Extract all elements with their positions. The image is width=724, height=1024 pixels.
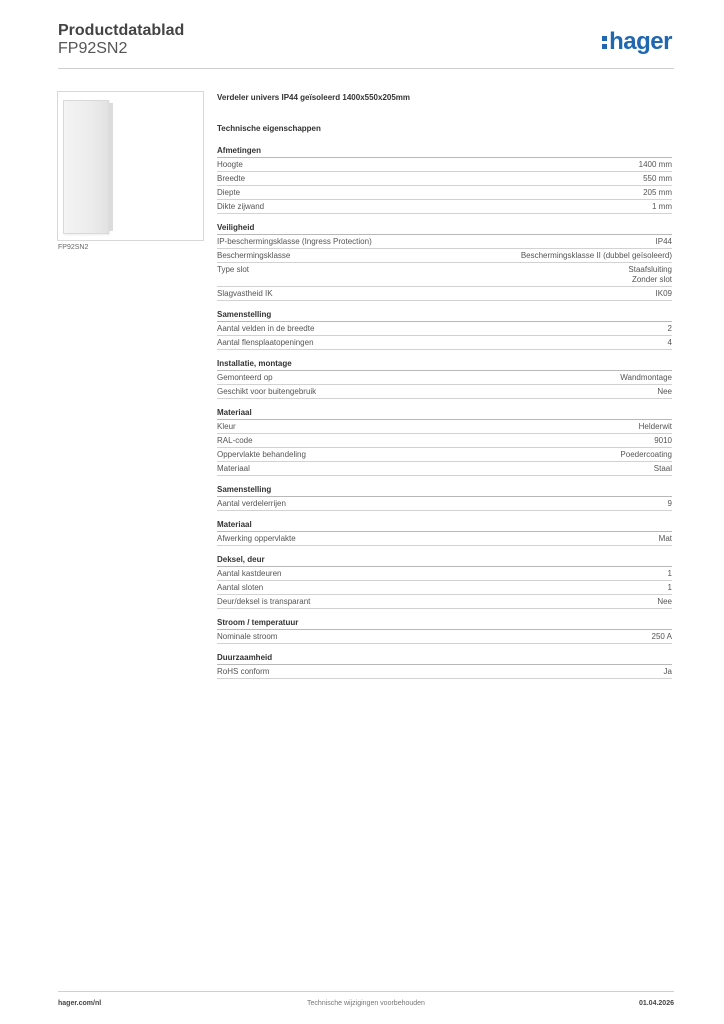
spec-label: Type slot (217, 265, 250, 274)
spec-group-title: Materiaal (217, 408, 672, 420)
spec-value (521, 251, 672, 261)
spec-label: Diepte (217, 188, 241, 197)
spec-value (639, 160, 672, 170)
spec-row (217, 581, 672, 595)
spec-group (217, 520, 672, 546)
spec-value (643, 174, 672, 184)
spec-value (620, 450, 672, 460)
spec-label: IP-beschermingsklasse (Ingress Protection) (217, 237, 372, 246)
spec-group-title: Stroom / temperatuur (217, 618, 672, 630)
spec-label: Geschikt voor buitengebruik (217, 387, 317, 396)
spec-label: Aantal verdelerrijen (217, 499, 286, 508)
spec-value-line: 205 mm (643, 188, 672, 197)
spec-label: Deur/deksel is transparant (217, 597, 311, 606)
spec-label: Gemonteerd op (217, 373, 273, 382)
spec-value-line: IK09 (655, 289, 672, 298)
spec-group (217, 359, 672, 399)
spec-label: Aantal velden in de breedte (217, 324, 315, 333)
spec-value-line: Helderwit (638, 422, 672, 431)
spec-value-line: 550 mm (643, 174, 672, 183)
spec-row (217, 371, 672, 385)
spec-value (639, 422, 672, 432)
spec-value-line: Staafsluiting (628, 265, 672, 274)
spec-label: RAL-code (217, 436, 253, 445)
spec-row (217, 287, 672, 301)
spec-group (217, 146, 672, 214)
spec-value-line: 1 (667, 583, 672, 592)
spec-value-line: 1 mm (652, 202, 672, 211)
spec-label: Breedte (217, 174, 246, 183)
spec-value (620, 373, 672, 383)
spec-row (217, 434, 672, 448)
page-header (58, 20, 674, 69)
spec-value (668, 583, 672, 593)
spec-value-line: Poedercoating (620, 450, 672, 459)
spec-row (217, 448, 672, 462)
spec-group-title: Afmetingen (217, 146, 672, 158)
spec-row (217, 665, 672, 679)
spec-label: Slagvastheid IK (217, 289, 273, 298)
product-image (57, 91, 204, 241)
spec-value (668, 324, 672, 334)
product-description: Verdeler univers IP44 geïsoleerd 1400x550x205mm (217, 93, 411, 102)
specs-content (217, 93, 672, 688)
spec-group-title: Samenstelling (217, 485, 672, 497)
spec-value (657, 387, 672, 397)
spec-row (217, 235, 672, 249)
spec-value-line: IP44 (655, 237, 672, 246)
spec-row (217, 322, 672, 336)
image-caption: FP92SN2 (58, 244, 89, 251)
spec-value (652, 632, 672, 642)
spec-value (628, 265, 672, 285)
spec-group-title: Veiligheid (217, 223, 672, 235)
spec-group (217, 408, 672, 476)
logo-text: hager (609, 28, 672, 55)
spec-groups (217, 146, 672, 679)
spec-value-line: 1400 mm (638, 160, 672, 169)
spec-value-line: Zonder slot (631, 275, 672, 284)
spec-value (656, 289, 672, 299)
spec-value (657, 597, 672, 607)
spec-value (654, 436, 672, 446)
spec-value-line: 9010 (654, 436, 672, 445)
spec-value (664, 667, 672, 677)
spec-label: Dikte zijwand (217, 202, 265, 211)
spec-value-line: Nee (657, 597, 672, 606)
footer-disclaimer: Technische wijzigingen voorbehouden (307, 1000, 425, 1007)
spec-value (643, 188, 672, 198)
spec-value-line: 9 (667, 499, 672, 508)
spec-row (217, 263, 672, 287)
cabinet-illustration (63, 100, 109, 234)
spec-row (217, 336, 672, 350)
spec-label: Hoogte (217, 160, 243, 169)
spec-value (659, 534, 672, 544)
spec-row (217, 630, 672, 644)
spec-value (652, 202, 672, 212)
spec-label: Beschermingsklasse (217, 251, 291, 260)
spec-row (217, 249, 672, 263)
spec-label: Aantal flensplaatopeningen (217, 338, 314, 347)
spec-group-title: Duurzaamheid (217, 653, 672, 665)
footer-url[interactable]: hager.com/nl (58, 1000, 102, 1007)
spec-group (217, 485, 672, 511)
spec-value (668, 338, 672, 348)
spec-row (217, 462, 672, 476)
spec-group-title: Materiaal (217, 520, 672, 532)
spec-label: Nominale stroom (217, 632, 278, 641)
page-footer (58, 991, 674, 1014)
spec-group (217, 223, 672, 301)
spec-value-line: Wandmontage (620, 373, 672, 382)
spec-group-title: Deksel, deur (217, 555, 672, 567)
footer-date: 01.04.2026 (638, 1000, 674, 1007)
section-title: Technische eigenschappen (217, 124, 321, 133)
spec-value-line: 2 (667, 324, 672, 333)
product-code: FP92SN2 (58, 40, 128, 57)
spec-label: Materiaal (217, 464, 250, 473)
spec-row (217, 186, 672, 200)
spec-row (217, 172, 672, 186)
spec-row (217, 158, 672, 172)
spec-group (217, 555, 672, 609)
spec-value (654, 464, 672, 474)
spec-row (217, 497, 672, 511)
spec-value-line: Mat (658, 534, 672, 543)
spec-value-line: Staal (653, 464, 672, 473)
spec-value-line: Ja (663, 667, 672, 676)
spec-value-line: 4 (667, 338, 672, 347)
spec-group-title: Installatie, montage (217, 359, 672, 371)
spec-row (217, 567, 672, 581)
spec-label: RoHS conform (217, 667, 270, 676)
page-title: Productdatablad (58, 22, 185, 39)
spec-value-line: 250 A (651, 632, 672, 641)
spec-value (668, 499, 672, 509)
spec-label: Aantal sloten (217, 583, 264, 592)
spec-value-line: 1 (667, 569, 672, 578)
spec-group-title: Samenstelling (217, 310, 672, 322)
logo-mark-icon (602, 34, 607, 50)
spec-value-line: Beschermingsklasse II (dubbel geïsoleerd) (520, 251, 672, 260)
spec-group (217, 310, 672, 350)
spec-row (217, 200, 672, 214)
spec-label: Afwerking oppervlakte (217, 534, 296, 543)
spec-row (217, 532, 672, 546)
hager-logo (602, 28, 672, 56)
spec-value (656, 237, 672, 247)
spec-row (217, 385, 672, 399)
spec-label: Kleur (217, 422, 236, 431)
spec-row (217, 420, 672, 434)
spec-value (668, 569, 672, 579)
spec-group (217, 618, 672, 644)
spec-value-line: Nee (657, 387, 672, 396)
spec-row (217, 595, 672, 609)
spec-label: Oppervlakte behandeling (217, 450, 306, 459)
spec-group (217, 653, 672, 679)
spec-label: Aantal kastdeuren (217, 569, 282, 578)
